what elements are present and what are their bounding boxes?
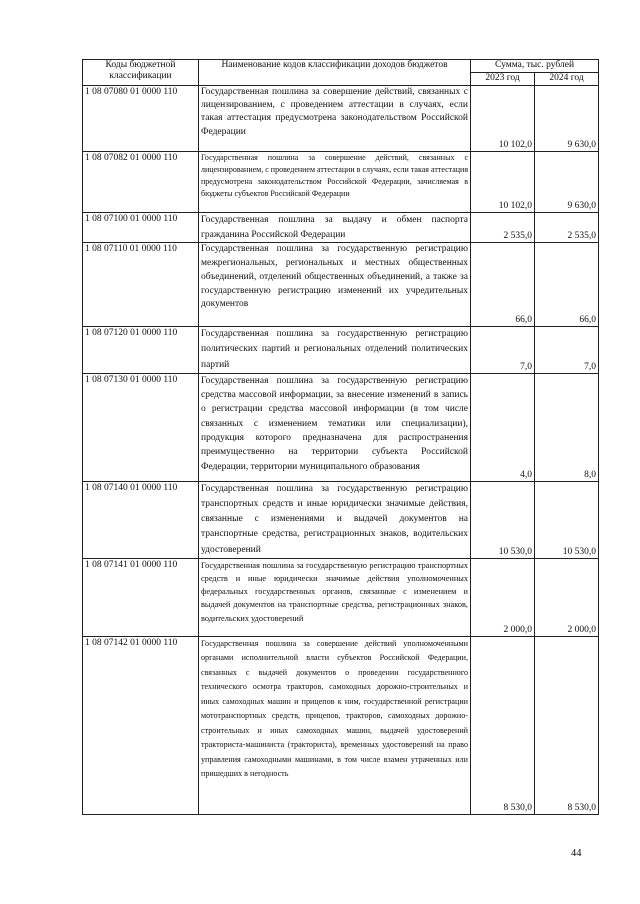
row-value-2023: 7,0 bbox=[471, 327, 535, 374]
row-value-2024: 9 630,0 bbox=[535, 152, 599, 213]
row-name: Государственная пошлина за выдачу и обмен паспорта гражданина Российской Федерации bbox=[199, 213, 471, 243]
table-row bbox=[83, 481, 599, 558]
header-name: Наименование кодов классификации доходов бюджетов bbox=[199, 60, 471, 86]
row-value-2023: 2 535,0 bbox=[471, 213, 535, 243]
row-value-2023: 66,0 bbox=[471, 243, 535, 327]
row-name: Государственная пошлина за совершение действий, связанных с лицензированием, с проведением аттестации в случаях, если такая аттестация предусмотрена законодательством Российской Федерации, зачисляемая в бюджеты субъектов Российской Федерации bbox=[199, 152, 471, 213]
row-value-2024: 8,0 bbox=[535, 373, 599, 481]
row-value-2023: 8 530,0 bbox=[471, 636, 535, 814]
row-value-2024: 66,0 bbox=[535, 243, 599, 327]
row-value-2023: 4,0 bbox=[471, 373, 535, 481]
row-name: Государственная пошлина за совершение действий, связанных с лицензированием, с проведением аттестации в случаях, если такая аттестация предусмотрена законодательством Российской Федерации bbox=[199, 86, 471, 152]
row-name: Государственная пошлина за государственную регистрацию политических партий и региональных отделений политических партий bbox=[199, 327, 471, 374]
budget-revenue-table bbox=[82, 59, 599, 815]
row-code: 1 08 07100 01 0000 110 bbox=[83, 213, 199, 243]
row-value-2024: 7,0 bbox=[535, 327, 599, 374]
header-sum: Сумма, тыс. рублей bbox=[471, 60, 599, 73]
row-value-2024: 2 535,0 bbox=[535, 213, 599, 243]
row-value-2024: 9 630,0 bbox=[535, 86, 599, 152]
table-row bbox=[83, 636, 599, 814]
row-value-2024: 8 530,0 bbox=[535, 636, 599, 814]
table-row bbox=[83, 86, 599, 152]
row-code: 1 08 07080 01 0000 110 bbox=[83, 86, 199, 152]
table-row bbox=[83, 152, 599, 213]
row-name: Государственная пошлина за государственную регистрацию транспортных средств и иные юридически значимые действия, связанные с изменениями и выдачей документов на транспортные средства, регистрационных знаков, водительских удостоверений bbox=[199, 481, 471, 558]
row-value-2024: 10 530,0 bbox=[535, 481, 599, 558]
table-row bbox=[83, 373, 599, 481]
row-value-2023: 10 530,0 bbox=[471, 481, 535, 558]
row-code: 1 08 07141 01 0000 110 bbox=[83, 558, 199, 636]
row-value-2023: 10 102,0 bbox=[471, 152, 535, 213]
page-number: 44 bbox=[571, 848, 582, 859]
row-value-2023: 2 000,0 bbox=[471, 558, 535, 636]
row-code: 1 08 07130 01 0000 110 bbox=[83, 373, 199, 481]
row-code: 1 08 07142 01 0000 110 bbox=[83, 636, 199, 814]
row-code: 1 08 07120 01 0000 110 bbox=[83, 327, 199, 374]
row-name: Государственная пошлина за совершение действий уполномоченными органами исполнительной власти субъектов Российской Федерации, связанных с выдачей документов о проведении государственного технического осмотра тракторов, самоходных дорожно-строительных и иных самоходных машин и прицепов к ним, государственной регистрации мототранспортных средств, прицепов, тракторов, самоходных дорожно-строительных и иных самоходных машин, выдачей удостоверений тракториста-машиниста (тракториста), временных удостоверений на право управления самоходными машинами, в том числе взамен утраченных или пришедших в негодность bbox=[199, 636, 471, 814]
row-name: Государственная пошлина за государственную регистрацию межрегиональных, региональных и местных общественных объединений, отделений общественных объединений, а также за государственную регистрацию изменений их учредительных документов bbox=[199, 243, 471, 327]
row-code: 1 08 07140 01 0000 110 bbox=[83, 481, 199, 558]
table-row bbox=[83, 213, 599, 243]
header-2024: 2024 год bbox=[535, 73, 599, 86]
row-code: 1 08 07082 01 0000 110 bbox=[83, 152, 199, 213]
row-value-2023: 10 102,0 bbox=[471, 86, 535, 152]
row-name: Государственная пошлина за государственную регистрацию средства массовой информации, за внесение изменений в запись о регистрации средства массовой информации (в том числе связанных с изменением тематики или специализации), продукция которого предназначена для распространения преимущественно на территории субъекта Российской Федерации, территории муниципального образования bbox=[199, 373, 471, 481]
row-name: Государственная пошлина за государственную регистрацию транспортных средств и иные юридически значимые действия уполномоченных федеральных государственных органов, связанные с изменением и выдачей документов на транспортные средства, регистрационных знаков, водительских удостоверений bbox=[199, 558, 471, 636]
table-row bbox=[83, 243, 599, 327]
header-2023: 2023 год bbox=[471, 73, 535, 86]
header-code: Коды бюджетной классификации bbox=[83, 60, 199, 86]
row-value-2024: 2 000,0 bbox=[535, 558, 599, 636]
table-row bbox=[83, 327, 599, 374]
table-row bbox=[83, 558, 599, 636]
row-code: 1 08 07110 01 0000 110 bbox=[83, 243, 199, 327]
